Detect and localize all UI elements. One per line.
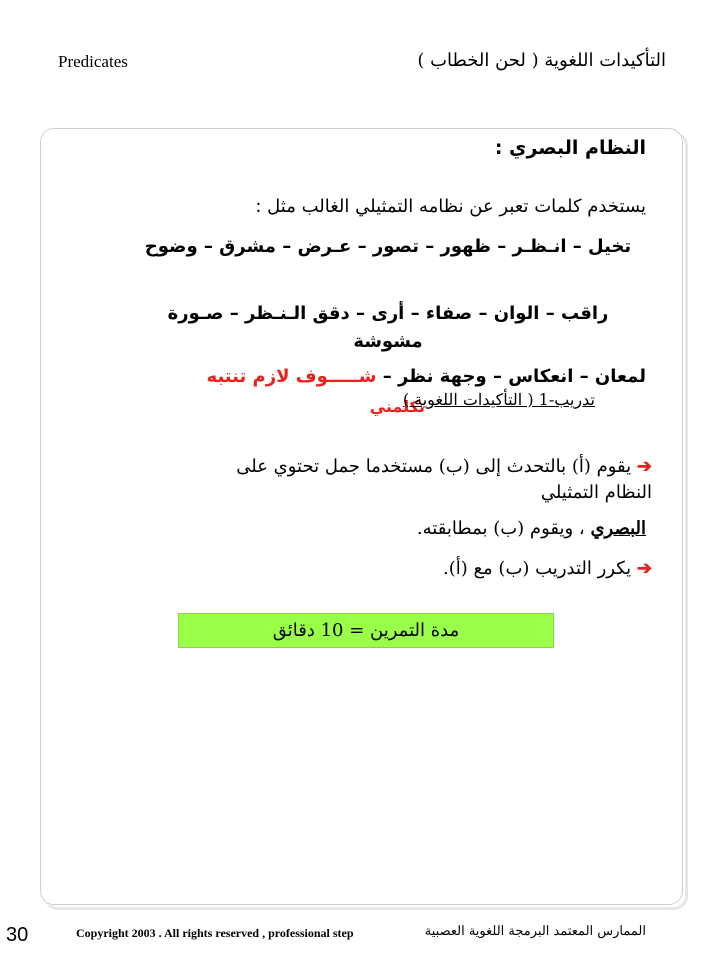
step-1-line-2: النظام التمثيلي bbox=[540, 482, 652, 503]
footer-copyright: Copyright 2003 . All rights reserved , professional step bbox=[76, 926, 354, 940]
step-1 bbox=[112, 452, 652, 482]
visual-word: البصري bbox=[590, 518, 646, 539]
footer-right-title: الممارس المعتمد البرمجة اللغوية العصبية bbox=[424, 924, 646, 939]
red-overlap-word: تكلمني bbox=[369, 397, 425, 416]
exercise-duration-text: مدة التمرين = 10 دقائق bbox=[272, 620, 460, 641]
word-list-line-2: راقب – الوان – صفاء – أرى – دقق الـنـظر – صـورة مشوشة bbox=[167, 303, 609, 352]
word-list-line-1: تخيل – انـظـر – ظهور – تصور – عـرض – مشرق – وضوح bbox=[144, 236, 632, 257]
section-title: النظام البصري : bbox=[494, 137, 646, 159]
step-1-rest: ، ويقوم (ب) بمطابقته. bbox=[416, 518, 585, 539]
header-left-title: Predicates bbox=[58, 52, 128, 71]
drill-label: تدريب-1 ( التأكيدات اللغوية ) bbox=[402, 390, 595, 409]
word-list-line-3 bbox=[130, 363, 646, 391]
page-number: 30 bbox=[6, 924, 29, 946]
exercise-duration-box bbox=[178, 613, 554, 648]
step-2 bbox=[443, 558, 652, 579]
step-1-line-3 bbox=[417, 518, 646, 539]
header-right-title: التأكيدات اللغوية ( لحن الخطاب ) bbox=[417, 50, 666, 71]
word-list-line-3-red: شـــــوف لازم تنتبه bbox=[206, 366, 377, 387]
step-1-line-1: يقوم (أ) بالتحدث إلى (ب) مستخدما جمل تحتوي على bbox=[236, 456, 632, 477]
intro-text: يستخدم كلمات تعبر عن نظامه التمثيلي الغالب مثل : bbox=[255, 196, 646, 217]
arrow-right-icon: ➔ bbox=[636, 558, 652, 579]
word-list-line-3-black: لمعان – انعكاس – وجهة نظر – bbox=[382, 366, 646, 387]
step-2-text: يكرر التدريب (ب) مع (أ). bbox=[442, 558, 632, 579]
arrow-right-icon: ➔ bbox=[636, 456, 652, 477]
